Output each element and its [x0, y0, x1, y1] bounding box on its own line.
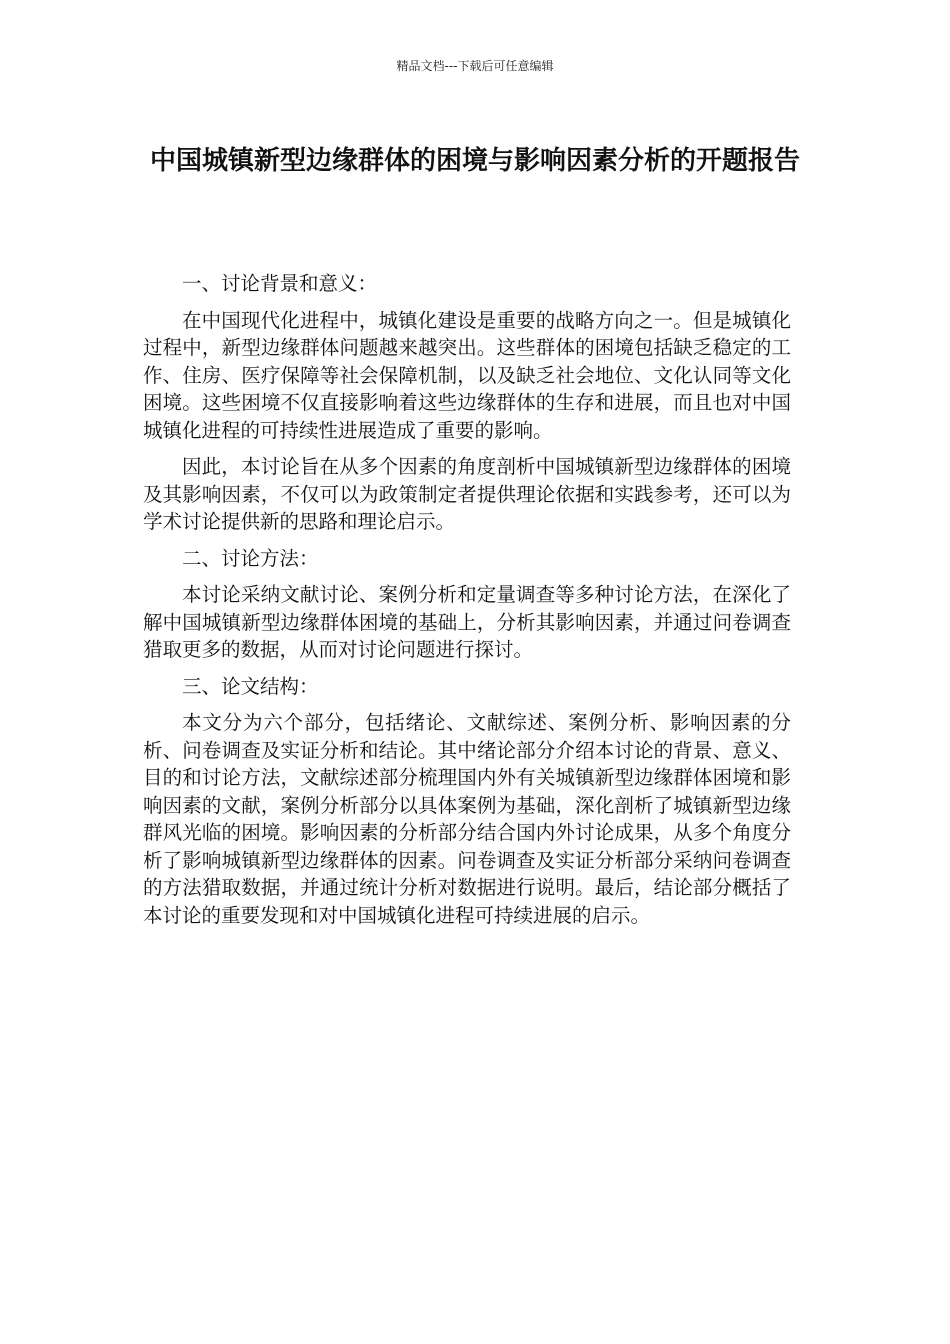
- document-body: [143, 270, 791, 938]
- document-title: 中国城镇新型边缘群体的困境与影响因素分析的开题报告: [149, 146, 800, 176]
- paragraph-background-2: 因此，本讨论旨在从多个因素的角度剖析中国城镇新型边缘群体的困境及其影响因素，不仅可以为政策制定者提供理论依据和实践参考，还可以为学术讨论提供新的思路和理论启示。: [143, 455, 791, 533]
- paragraph-background-1: 在中国现代化进程中，城镇化建设是重要的战略方向之一。但是城镇化过程中，新型边缘群体问题越来越突出。这些群体的困境包括缺乏稳定的工作、住房、医疗保障等社会保障机制，以及缺乏社会地位、文化认同等文化困境。这些困境不仅直接影响着这些边缘群体的生存和进展，而且也对中国城镇化进程的可持续性进展造成了重要的影响。: [143, 308, 791, 442]
- section-heading-method: 二、讨论方法：: [182, 546, 319, 570]
- section-heading-structure: 三、论文结构：: [182, 674, 319, 698]
- page-header: 精品文档---下载后可任意编辑: [396, 59, 554, 73]
- paragraph-method-1: 本讨论采纳文献讨论、案例分析和定量调查等多种讨论方法，在深化了解中国城镇新型边缘群体困境的基础上，分析其影响因素，并通过问卷调查猎取更多的数据，从而对讨论问题进行探讨。: [143, 583, 791, 661]
- paragraph-structure-1: 本文分为六个部分，包括绪论、文献综述、案例分析、影响因素的分析、问卷调查及实证分析和结论。其中绪论部分介绍本讨论的背景、意义、目的和讨论方法，文献综述部分梳理国内外有关城镇新型边缘群体困境和影响因素的文献，案例分析部分以具体案例为基础，深化剖析了城镇新型边缘群风光临的困境。影响因素的分析部分结合国内外讨论成果，从多个角度分析了影响城镇新型边缘群体的因素。问卷调查及实证分析部分采纳问卷调查的方法猎取数据，并通过统计分析对数据进行说明。最后，结论部分概括了本讨论的重要发现和对中国城镇化进程可持续进展的启示。: [143, 711, 791, 927]
- section-heading-background: 一、讨论背景和意义：: [182, 272, 378, 295]
